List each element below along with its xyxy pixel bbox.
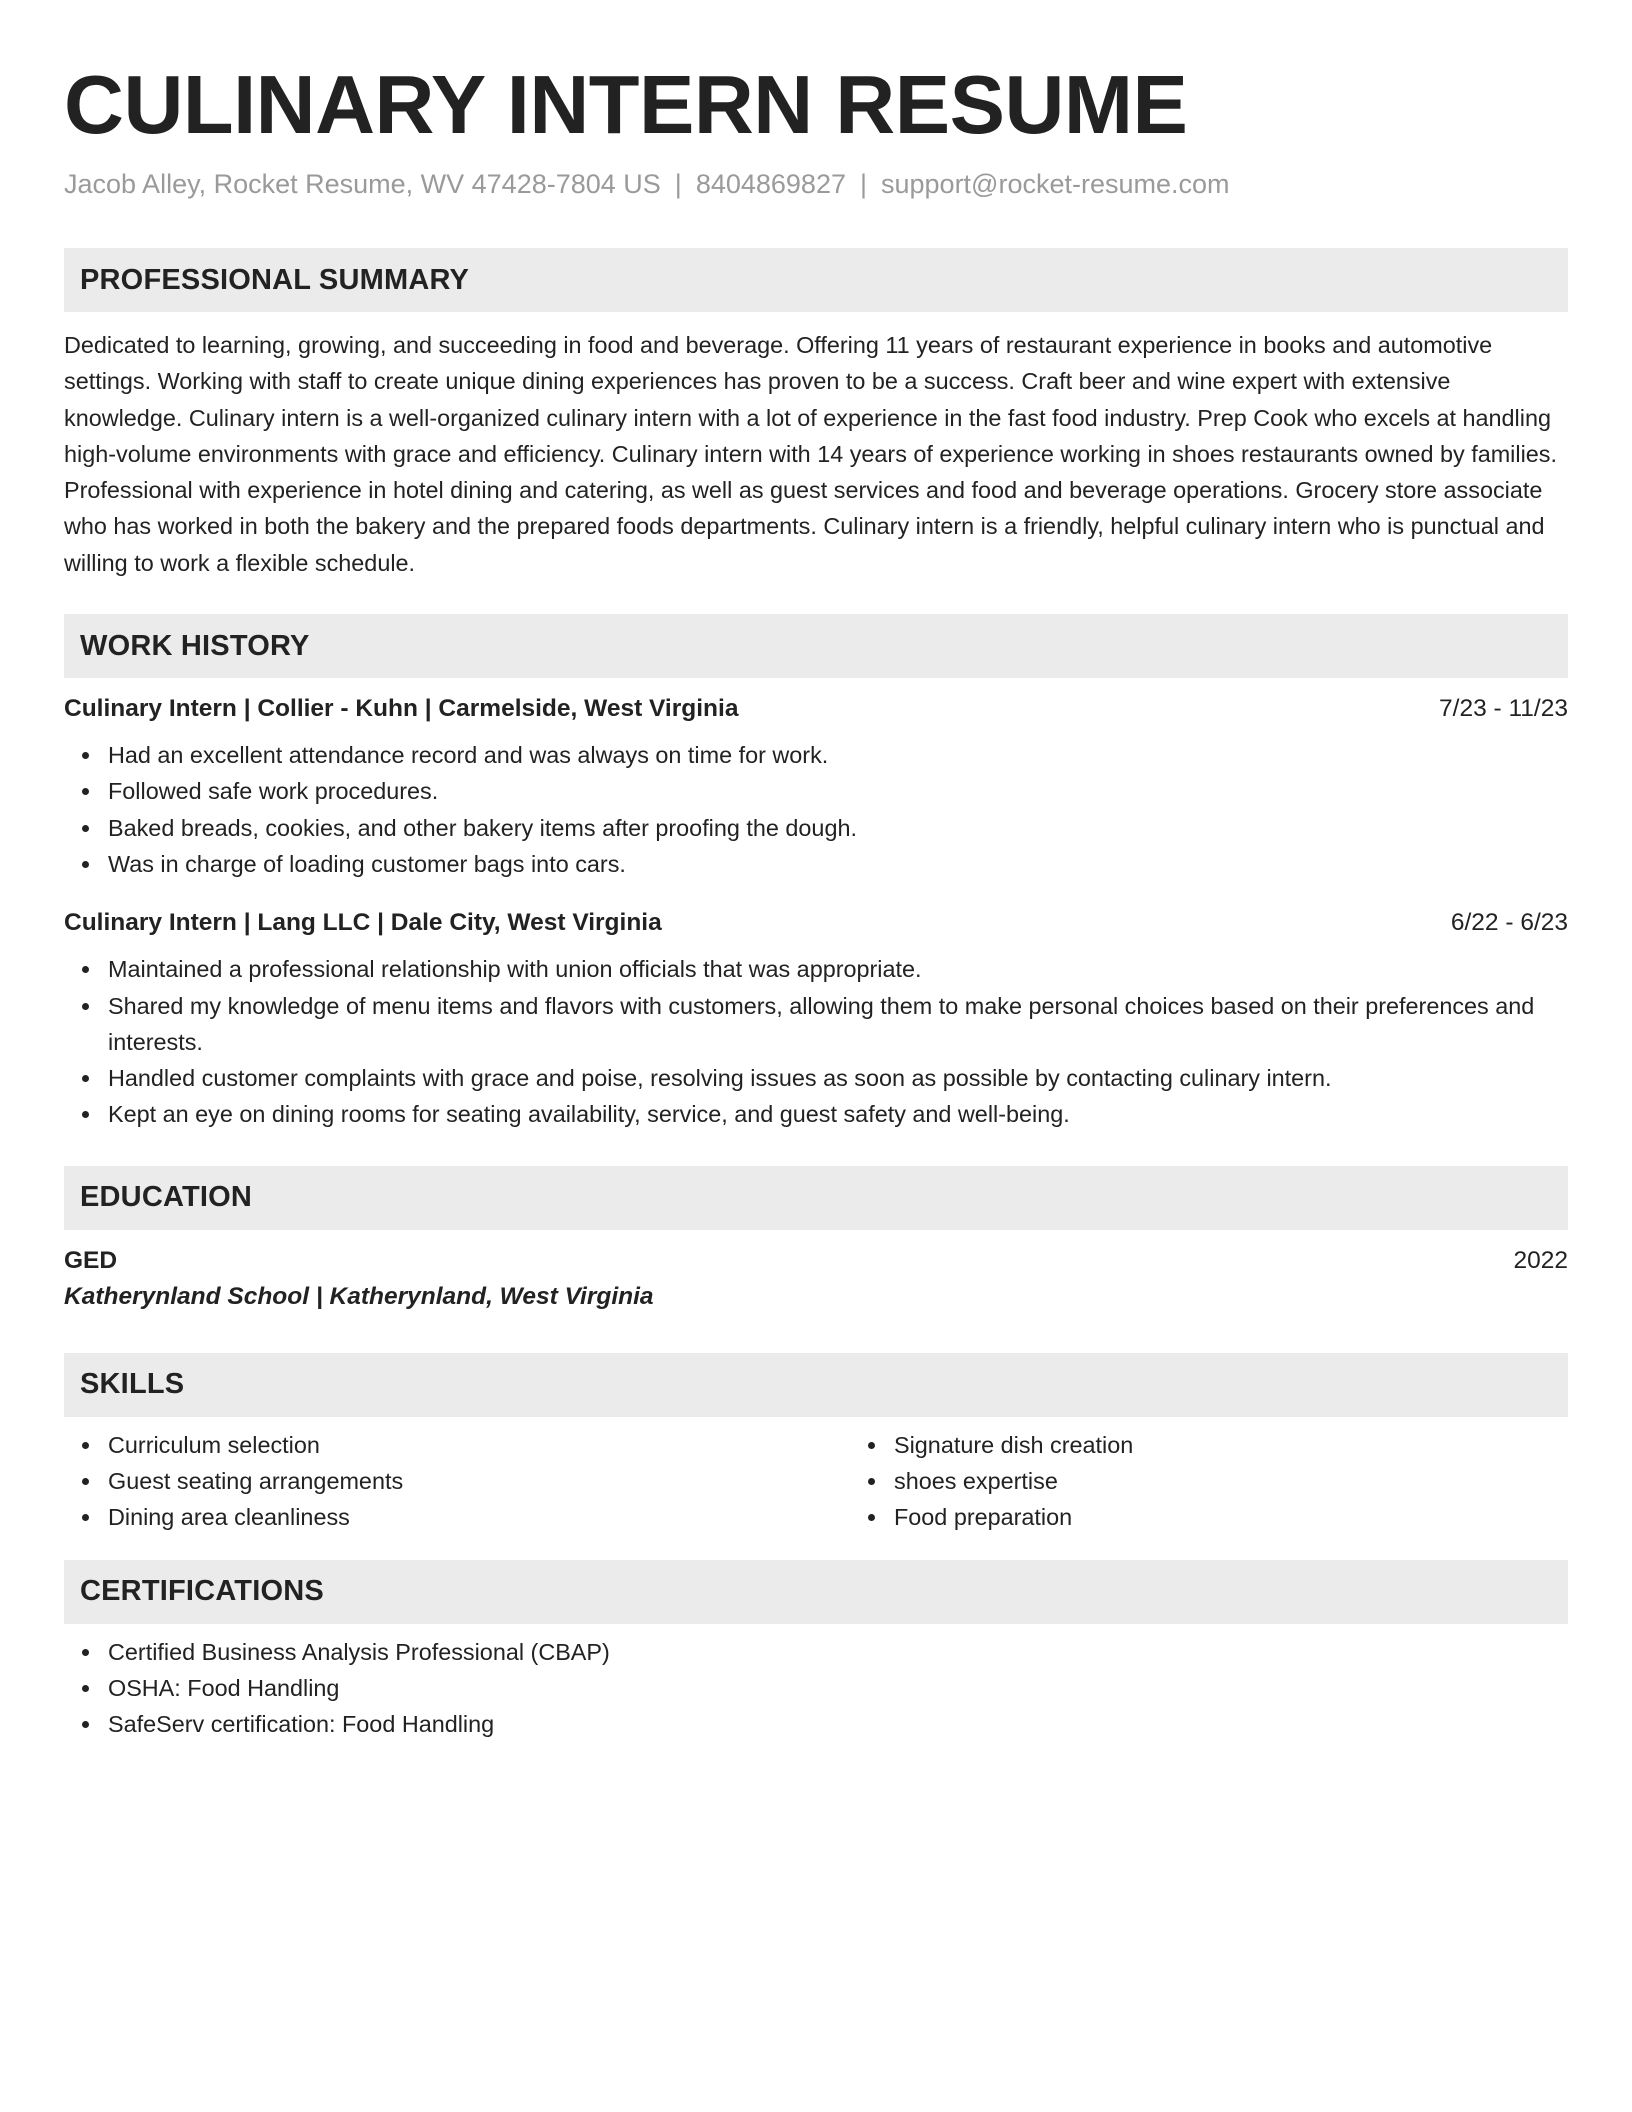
certification-item: OSHA: Food Handling <box>108 1670 1568 1706</box>
contact-address: Jacob Alley, Rocket Resume, WV 47428-7804 US <box>64 169 661 199</box>
skill-item: Curriculum selection <box>108 1427 850 1463</box>
education-school: Katherynland School | Katherynland, West Virginia <box>64 1282 654 1310</box>
work-history-heading: WORK HISTORY <box>64 614 1568 678</box>
job-entry <box>64 905 1568 1132</box>
contact-line <box>64 166 1568 202</box>
contact-phone: 8404869827 <box>695 169 846 199</box>
skill-item: shoes expertise <box>894 1463 1632 1499</box>
education-year: 2022 <box>1513 1246 1568 1274</box>
job-header <box>64 691 1568 727</box>
education-heading: EDUCATION <box>64 1166 1568 1230</box>
job-dates: 7/23 - 11/23 <box>1439 695 1568 723</box>
education-entry <box>64 1243 1568 1315</box>
skills-list-right <box>850 1427 1632 1536</box>
job-bullets <box>64 737 1568 882</box>
resume-title: CULINARY INTERN RESUME <box>64 58 1188 151</box>
skill-item: Guest seating arrangements <box>108 1463 850 1499</box>
job-bullet: Shared my knowledge of menu items and flavors with customers, allowing them to make personal choices based on their preferences and interests. <box>108 988 1568 1061</box>
job-bullet: Baked breads, cookies, and other bakery items after proofing the dough. <box>108 810 1568 846</box>
education-header <box>64 1243 1568 1279</box>
contact-separator: | <box>674 169 682 199</box>
summary-text: Dedicated to learning, growing, and succeeding in food and beverage. Offering 11 years of restaurant experience in books and automotive settings. Working with staff to create unique dining experiences has proven to be a success. Craft beer and wine expert with extensive knowledge. Culinary intern is a well-organized culinary intern with a lot of experience in the fast food industry. Prep Cook who excels at handling high-volume environments with grace and efficiency. Culinary intern with 14 years of experience working in shoes restaurants owned by families. Professional with experience in hotel dining and catering, as well as guest services and food and beverage operations. Grocery store associate who has worked in both the bakery and the prepared foods departments. Culinary intern is a friendly, helpful culinary intern who is punctual and willing to work a flexible schedule. <box>64 332 1557 576</box>
certification-item: SafeServ certification: Food Handling <box>108 1706 1568 1742</box>
certifications-list <box>64 1634 1568 1743</box>
job-bullet: Maintained a professional relationship with union officials that was appropriate. <box>108 951 1568 987</box>
skill-item: Dining area cleanliness <box>108 1499 850 1535</box>
skills-heading: SKILLS <box>64 1353 1568 1417</box>
skills-list-left <box>64 1427 850 1536</box>
resume-page <box>64 0 1568 1743</box>
summary-heading: PROFESSIONAL SUMMARY <box>64 248 1568 312</box>
job-title: Culinary Intern | Collier - Kuhn | Carmelside, West Virginia <box>64 695 739 723</box>
job-title: Culinary Intern | Lang LLC | Dale City, West Virginia <box>64 909 662 937</box>
skills-columns <box>64 1417 1568 1536</box>
skill-item: Signature dish creation <box>894 1427 1632 1463</box>
job-bullet: Was in charge of loading customer bags into cars. <box>108 846 1568 882</box>
job-bullets <box>64 951 1568 1132</box>
job-header <box>64 905 1568 941</box>
job-bullet: Kept an eye on dining rooms for seating availability, service, and guest safety and well-being. <box>108 1096 1568 1132</box>
job-bullet: Followed safe work procedures. <box>108 773 1568 809</box>
job-entry <box>64 691 1568 882</box>
certifications-heading: CERTIFICATIONS <box>64 1560 1568 1624</box>
certification-item: Certified Business Analysis Professional (CBAP) <box>108 1634 1568 1670</box>
job-bullet: Handled customer complaints with grace and poise, resolving issues as soon as possible by contacting culinary intern. <box>108 1060 1568 1096</box>
contact-separator: | <box>859 169 867 199</box>
education-degree: GED <box>64 1246 118 1274</box>
contact-email: support@rocket-resume.com <box>881 169 1230 199</box>
job-dates: 6/22 - 6/23 <box>1450 909 1568 937</box>
skill-item: Food preparation <box>894 1499 1632 1535</box>
job-bullet: Had an excellent attendance record and was always on time for work. <box>108 737 1568 773</box>
